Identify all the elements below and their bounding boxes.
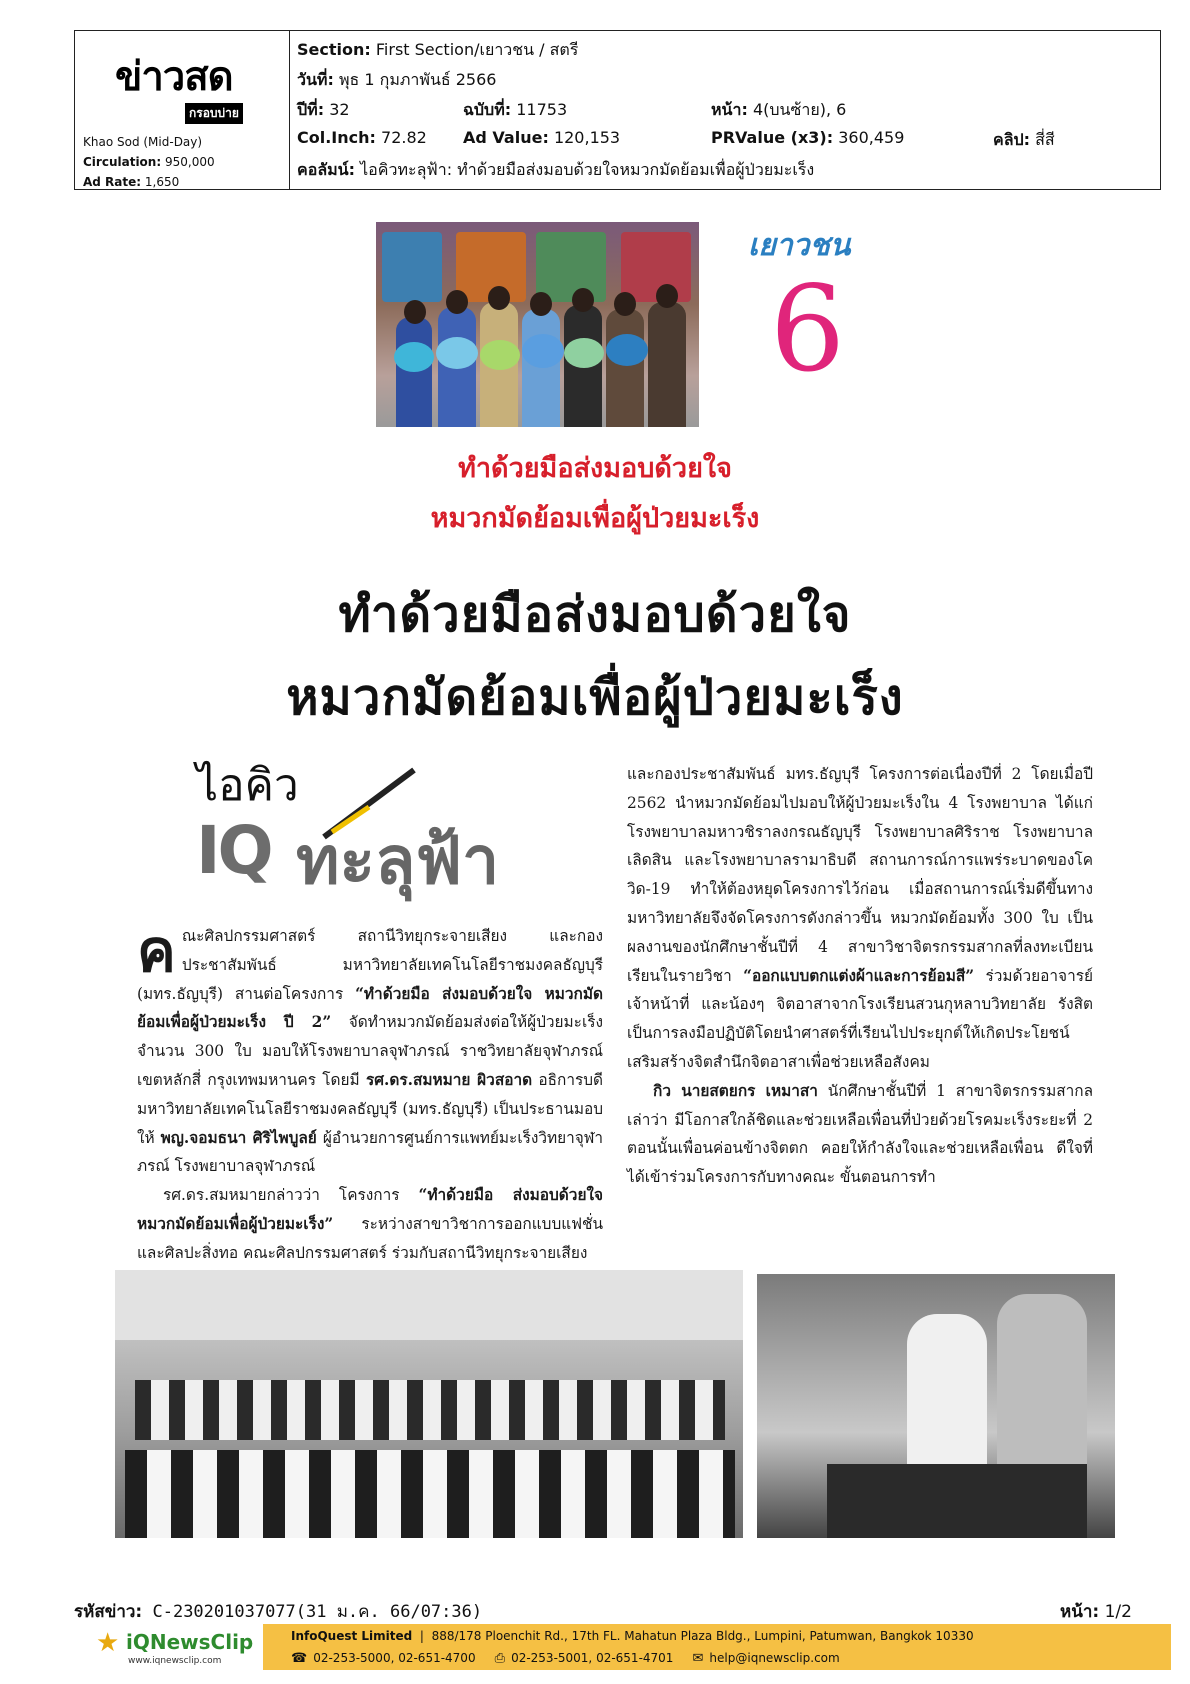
company-address: InfoQuest Limited | 888/178 Ploenchit Rd., 17th FL. Mahatun Plaza Bldg., Lumpini, Patumwan, Bangkok 10330 — [291, 1629, 974, 1643]
mail-icon: ✉ — [692, 1651, 704, 1666]
contact-bar — [263, 1624, 1171, 1670]
article-body-right — [627, 760, 1093, 1192]
section-tag: เยาวชน — [748, 228, 851, 263]
clip-page-number: หน้า: 1/2 — [1060, 1602, 1132, 1622]
meta-issue: ฉบับที่: 11753 — [463, 100, 568, 119]
star-icon: ★ — [96, 1628, 120, 1658]
publication-panel — [75, 31, 290, 189]
news-code: รหัสข่าว: C-230201037077(31 ม.ค. 66/07:36) — [74, 1602, 483, 1622]
tie-dye-workshop-photo-bw — [757, 1274, 1115, 1538]
article-body-left — [137, 917, 604, 1268]
column-logo-iq: IQ — [196, 812, 271, 889]
article-paragraph: และกองประชาสัมพันธ์ มทร.ธัญบุรี โครงการต่อเนื่องปีที่ 2 โดยเมื่อปี 2562 นำหมวกมัดย้อมไปมอบให้ผู้ป่วยมะเร็งใน 4 โรงพยาบาล ได้แก่ โรงพยาบาลมหาวชิราลงกรณธัญบุรี โรงพยาบาลศิริราช โรงพยาบาลเลิดสิน และโรงพยาบาลรามาธิบดี สถานการณ์การแพร่ระบาดของโควิด-19 ทำให้ต้องหยุดโครงการไว้ก่อน เมื่อสถานการณ์เริ่มดีขึ้นทางมหาวิทยาลัยจึงจัดโครงการดังกล่าวขึ้น หมวกมัดย้อมทั้ง 300 ใบ เป็นผลงานของนักศึกษาชั้นปีที่ 4 สาขาวิชาจิตรกรรมสากลที่ลงทะเบียนเรียนในรายวิชา “ออกแบบตกแต่งผ้าและการย้อมสี” ร่วมด้วยอาจารย์ เจ้าหน้าที่ และน้องๆ จิตอาสาจากโรงเรียนสวนกุหลาบวิทยาลัย รังสิต เป็นการลงมือปฏิบัติโดยนำศาสตร์ที่เรียนไปประยุกต์ให้เกิดประโยชน์ เสริมสร้างจิตสำนึกจิตอาสาเพื่อช่วยเหลือสังคม — [627, 765, 1093, 1071]
newspaper-logo: ข่าวสด — [115, 54, 233, 100]
meta-prvalue: PRValue (x3): 360,459 — [711, 128, 905, 147]
meta-year: ปีที่: 32 — [297, 100, 350, 119]
article-paragraph: กิว นายสตยกร เหมาสา นักศึกษาชั้นปีที่ 1 สาขาจิตรกรรมสากล เล่าว่า มีโอกาสใกล้ชิดและช่วยเหลือเพื่อนที่ป่วยด้วยโรคมะเร็งระยะที่ 2 ตอนนั้นเพื่อนค่อนข้างจิตตก คอยให้กำลังใจและช่วยเหลือเพื่อน ดีใจที่ได้เข้าร่วมโครงการกับทางคณะ ขั้นตอนการทำ — [627, 1081, 1093, 1187]
circulation: Circulation: 950,000 — [83, 155, 215, 169]
meta-date: วันที่: พุธ 1 กุมภาพันธ์ 2566 — [297, 70, 497, 89]
students-holding-hats-photo — [376, 222, 699, 427]
iqnewsclip-logo: ★ iQNewsClip www.iqnewsclip.com — [96, 1628, 254, 1666]
column-logo-top: ไอคิว — [196, 760, 299, 811]
ad-rate: Ad Rate: 1,650 — [83, 175, 180, 189]
page-number: 6 — [770, 260, 846, 398]
meta-section: Section: First Section/เยาวชน / สตรี — [297, 40, 579, 59]
fax: 02-253-5001, 02-651-4701 — [511, 1651, 674, 1665]
contact-line — [291, 1651, 840, 1666]
meta-page: หน้า: 4(บนซ้าย), 6 — [711, 100, 847, 119]
fax-icon: ⎙ — [494, 1651, 506, 1666]
meta-colinch: Col.Inch: 72.82 — [297, 128, 427, 147]
article-paragraph: รศ.ดร.สมหมายกล่าวว่า โครงการ “ทำด้วยมือ ส่งมอบด้วยใจ หมวกมัดย้อมเพื่อผู้ป่วยมะเร็ง” ระหว่างสาขาวิชาการออกแบบแฟชั่นและศิลปะสิ่งทอ คณะศิลปกรรมศาสตร์ ร่วมกับสถานีวิทยุกระจายเสียง — [137, 1186, 603, 1262]
paper-name: Khao Sod (Mid-Day) — [83, 135, 203, 149]
group-photo-bw — [115, 1270, 743, 1538]
newspaper-logo-edition: กรอบบ่าย — [185, 103, 243, 124]
clipping-header — [74, 30, 1161, 190]
teaser-title-line2: หมวกมัดย้อมเพื่อผู้ป่วยมะเร็ง — [430, 503, 760, 534]
column-logo — [196, 750, 556, 899]
meta-clip: คลิป: สี่สี — [993, 130, 1055, 149]
article-paragraph: คณะศิลปกรรมศาสตร์ สถานีวิทยุกระจายเสียง และกองประชาสัมพันธ์ มหาวิทยาลัยเทคโนโลยีราชมงคลธัญบุรี (มทร.ธัญบุรี) สานต่อโครงการ “ทำด้วยมือ ส่งมอบด้วยใจ หมวกมัดย้อมเพื่อผู้ป่วยมะเร็ง ปี 2” จัดทำหมวกมัดย้อมส่งต่อให้ผู้ป่วยมะเร็ง จำนวน 300 ใบ มอบให้โรงพยาบาลจุฬาภรณ์ ราชวิทยาลัยจุฬาภรณ์ เขตหลักสี่ กรุงเทพมหานคร โดยมี รศ.ดร.สมหมาย ผิวสอาด อธิการบดีมหาวิทยาลัยเทคโนโลยีราชมงคลธัญบุรี (มทร.ธัญบุรี) เป็นประธานมอบให้ พญ.จอมธนา ศิริไพบูลย์ ผู้อำนวยการศูนย์การแพทย์มะเร็งวิทยาจุฬาภรณ์ โรงพยาบาลจุฬาภรณ์ — [137, 917, 604, 1176]
phone-icon: ☎ — [291, 1651, 308, 1666]
column-logo-name: ทะลุฟ้า — [296, 822, 500, 899]
email[interactable]: help@iqnewsclip.com — [709, 1651, 840, 1665]
meta-column: คอลัมน์: ไอคิวทะลุฟ้า: ทำด้วยมือส่งมอบด้วยใจหมวกมัดย้อมเพื่อผู้ป่วยมะเร็ง — [297, 160, 815, 179]
dropcap: ค — [137, 917, 176, 985]
phone: 02-253-5000, 02-651-4700 — [313, 1651, 476, 1665]
meta-advalue: Ad Value: 120,153 — [463, 128, 621, 147]
headline-line2: หมวกมัดย้อมเพื่อผู้ป่วยมะเร็ง — [286, 669, 904, 726]
teaser-title-line1: ทำด้วยมือส่งมอบด้วยใจ — [458, 453, 732, 484]
headline-line1: ทำด้วยมือส่งมอบด้วยใจ — [338, 586, 852, 643]
